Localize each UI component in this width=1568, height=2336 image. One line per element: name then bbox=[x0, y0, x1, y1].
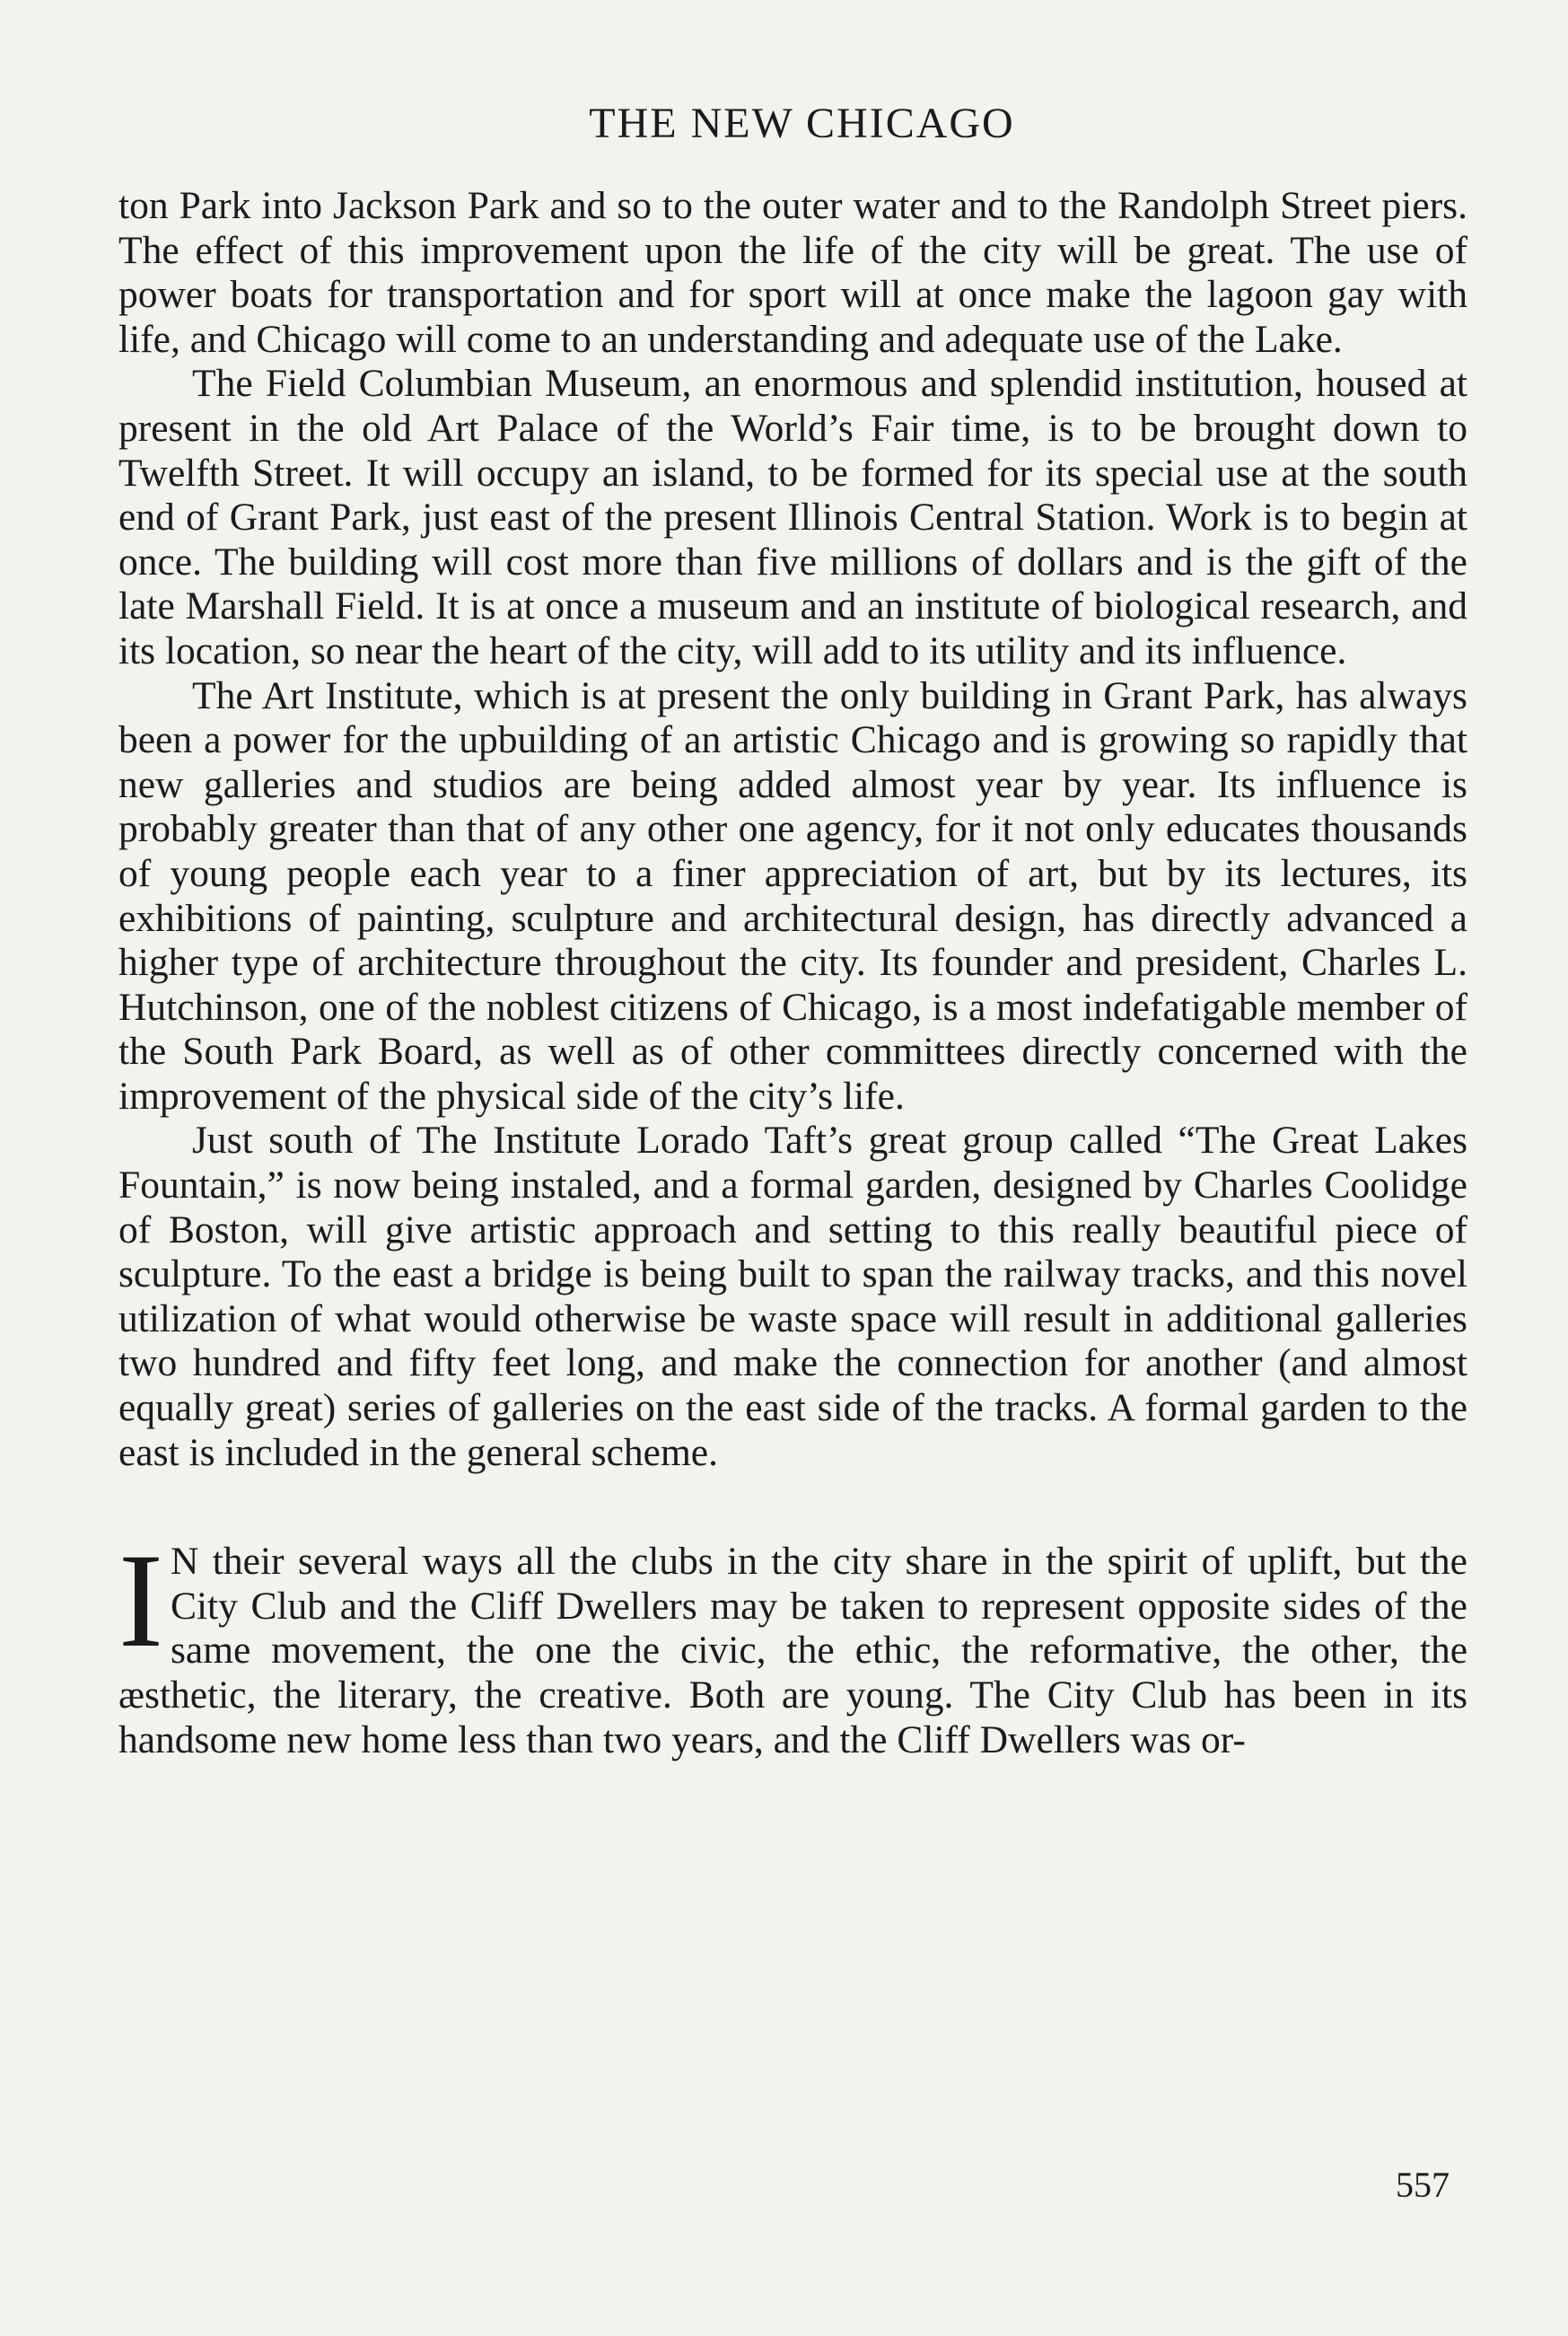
paragraph-clubs bbox=[118, 1526, 1467, 1762]
paragraph-field-museum: The Field Columbian Museum, an enormous and splendid institution, housed at present in the old Art Palace of the World’s Fair time, is to be brought down to Twelfth Street. It will occupy an island, to be formed for its special use at the south end of Grant Park, just east of the present Illinois Central Station. Work is to begin at once. The building will cost more than five millions of dollars and is the gift of the late Marshall Field. It is at once a museum and an institute of biological research, and its location, so near the heart of the city, will add to its utility and its influence. bbox=[118, 362, 1467, 672]
drop-cap-initial: I bbox=[118, 1526, 163, 1676]
body-text bbox=[118, 184, 1467, 1762]
page-number: 557 bbox=[1396, 2165, 1450, 2205]
running-head: THE NEW CHICAGO bbox=[589, 100, 1015, 147]
paragraph-clubs-text: N their several ways all the clubs in the city share in the spirit of uplift, but the City Club and the Cliff Dwellers may be taken to represent opposite sides of the same movement, the one the civic, the ethic, the reformative, the other, the æsthetic, the literary, the creative. Both are young. The City Club has been in its handsome new home less than two years, and the Cliff Dwellers was or- bbox=[118, 1540, 1467, 1761]
section-break bbox=[118, 1475, 1467, 1540]
paragraph-continuation: ton Park into Jackson Park and so to the outer water and to the Randolph Street piers. The effect of this improvement upon the life of the city will be great. The use of power boats for transportation and for sport will at once make the lagoon gay with life, and Chicago will come to an understanding and adequate use of the Lake. bbox=[118, 184, 1467, 361]
paragraph-great-lakes-fountain: Just south of The Institute Lorado Taft’s great group called “The Great Lakes Fountain,” is now being instaled, and a formal garden, designed by Charles Coolidge of Boston, will give artistic approach and setting to this really beautiful piece of sculpture. To the east a bridge is being built to span the railway tracks, and this novel utilization of what would otherwise be waste space will result in additional galleries two hundred and fifty feet long, and make the connection for another (and almost equally great) series of galleries on the east side of the tracks. A formal garden to the east is included in the general scheme. bbox=[118, 1119, 1467, 1474]
paragraph-art-institute: The Art Institute, which is at present the only building in Grant Park, has always been a power for the upbuilding of an artistic Chicago and is growing so rapidly that new galleries and studios are being added almost year by year. Its influence is probably greater than that of any other one agency, for it not only educates thousands of young people each year to a finer appreciation of art, but by its lectures, its exhibitions of painting, sculpture and architectural design, has directly advanced a higher type of architecture throughout the city. Its founder and president, Charles L. Hutchinson, one of the noblest citizens of Chicago, is a most indefatigable member of the South Park Board, as well as of other committees directly concerned with the improvement of the physical side of the city’s life. bbox=[118, 673, 1467, 1118]
